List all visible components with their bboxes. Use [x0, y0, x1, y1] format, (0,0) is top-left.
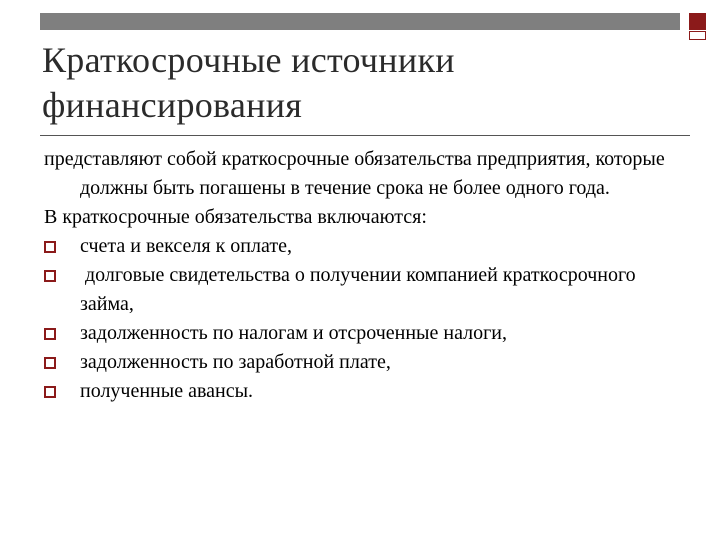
slide-title-line-2: финансирования: [42, 85, 303, 125]
list-item-text: счета и векселя к оплате,: [80, 235, 292, 257]
list-item: [44, 261, 684, 319]
slide-title: [42, 38, 672, 128]
top-decorative-bar: [40, 13, 680, 30]
hollow-square-bullet-icon: [44, 241, 56, 253]
corner-square-filled: [689, 13, 706, 30]
list-item: [44, 348, 684, 377]
list-item-text: задолженность по налогам и отсроченные налоги,: [80, 322, 508, 344]
list-lead-text: В краткосрочные обязательства включаются:: [44, 206, 427, 228]
hollow-square-bullet-icon: [44, 328, 56, 340]
hollow-square-bullet-icon: [44, 357, 56, 369]
bullet-list: [44, 232, 684, 406]
slide-body: [44, 145, 684, 406]
hollow-square-bullet-icon: [44, 386, 56, 398]
list-item-text: задолженность по заработной плате,: [80, 351, 391, 373]
list-item-text: полученные авансы.: [80, 380, 254, 402]
list-item: [44, 232, 684, 261]
list-item-text: долговые свидетельства о получении компанией краткосрочного займа,: [80, 264, 641, 315]
corner-square-outline: [689, 31, 706, 40]
hollow-square-bullet-icon: [44, 270, 56, 282]
definition-paragraph: представляют собой краткосрочные обязательства предприятия, которые должны быть погашены в течение срока не более одного года.: [44, 148, 665, 199]
slide-title-line-1: Краткосрочные источники: [42, 40, 455, 80]
list-item: [44, 319, 684, 348]
title-divider: [40, 135, 690, 136]
list-item: [44, 377, 684, 406]
